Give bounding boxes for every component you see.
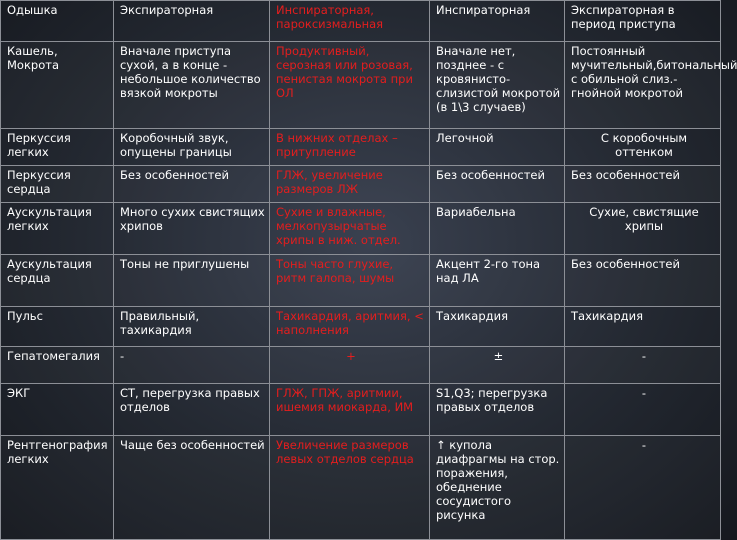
copd-cell: Без особенностей <box>565 255 721 307</box>
row-header-cell: Кашель, Мокрота <box>1 42 114 129</box>
bronchial-asthma-cell: - <box>114 347 270 384</box>
bronchial-asthma-cell: Коробочный звук, опущены границы <box>114 129 270 166</box>
heart-failure-cell: ГЛЖ, увеличение размеров ЛЖ <box>270 166 430 203</box>
pulmonary-embolism-cell: Легочной <box>430 129 565 166</box>
copd-cell: - <box>565 347 721 384</box>
copd-cell: Тахикардия <box>565 307 721 347</box>
table-row <box>1 129 721 166</box>
bronchial-asthma-cell: Экспираторная <box>114 1 270 42</box>
table-row <box>1 307 721 347</box>
pulmonary-embolism-cell: Вначале нет, позднее - с кровянисто-слизистой мокротой (в 1\3 случаев) <box>430 42 565 129</box>
table-row <box>1 255 721 307</box>
table-row <box>1 347 721 384</box>
row-header-cell: ЭКГ <box>1 384 114 436</box>
heart-failure-cell: + <box>270 347 430 384</box>
bronchial-asthma-cell: СТ, перегрузка правых отделов <box>114 384 270 436</box>
pulmonary-embolism-cell: S1,Q3; перегрузка правых отделов <box>430 384 565 436</box>
row-header-cell: Пульс <box>1 307 114 347</box>
copd-cell: Без особенностей <box>565 166 721 203</box>
heart-failure-cell: В нижних отделах – притупление <box>270 129 430 166</box>
bronchial-asthma-cell: Чаще без особенностей <box>114 436 270 540</box>
copd-cell: Сухие, свистящие хрипы <box>565 203 721 255</box>
table-row <box>1 42 721 129</box>
bronchial-asthma-cell: Тоны не приглушены <box>114 255 270 307</box>
heart-failure-cell: Тахикардия, аритмия, < наполнения <box>270 307 430 347</box>
heart-failure-cell: Увеличение размеров левых отделов сердца <box>270 436 430 540</box>
pulmonary-embolism-cell: ↑ купола диафрагмы на стор. поражения, обеднение сосудистого рисунка <box>430 436 565 540</box>
copd-cell: - <box>565 436 721 540</box>
row-header-cell: Аускультация легких <box>1 203 114 255</box>
copd-cell: Экспираторная в период приступа <box>565 1 721 42</box>
pulmonary-embolism-cell: Вариабельна <box>430 203 565 255</box>
table-row <box>1 384 721 436</box>
row-header-cell: Рентгенография легких <box>1 436 114 540</box>
row-header-cell: Аускультация сердца <box>1 255 114 307</box>
heart-failure-cell: Инспираторная, пароксизмальная <box>270 1 430 42</box>
table-row <box>1 203 721 255</box>
copd-cell: - <box>565 384 721 436</box>
heart-failure-cell: Продуктивный, серозная или розовая, пенистая мокрота при ОЛ <box>270 42 430 129</box>
row-header-cell: Одышка <box>1 1 114 42</box>
row-header-cell: Перкуссия легких <box>1 129 114 166</box>
pulmonary-embolism-cell: Тахикардия <box>430 307 565 347</box>
pulmonary-embolism-cell: Без особенностей <box>430 166 565 203</box>
bronchial-asthma-cell: Вначале приступа сухой, а в конце - небольшое количество вязкой мокроты <box>114 42 270 129</box>
pulmonary-embolism-cell: Акцент 2-го тона над ЛА <box>430 255 565 307</box>
heart-failure-cell: Тоны часто глухие, ритм галопа, шумы <box>270 255 430 307</box>
pulmonary-embolism-cell: Инспираторная <box>430 1 565 42</box>
copd-cell: С коробочным оттенком <box>565 129 721 166</box>
heart-failure-cell: ГЛЖ, ГПЖ, аритмии, ишемия миокарда, ИМ <box>270 384 430 436</box>
bronchial-asthma-cell: Много сухих свистящих хрипов <box>114 203 270 255</box>
pulmonary-embolism-cell: ± <box>430 347 565 384</box>
heart-failure-cell: Сухие и влажные, мелкопузырчатые хрипы в ниж. отдел. <box>270 203 430 255</box>
table-row <box>1 436 721 540</box>
bronchial-asthma-cell: Без особенностей <box>114 166 270 203</box>
table-row <box>1 1 721 42</box>
row-header-cell: Гепатомегалия <box>1 347 114 384</box>
bronchial-asthma-cell: Правильный, тахикардия <box>114 307 270 347</box>
row-header-cell: Перкуссия сердца <box>1 166 114 203</box>
table-row <box>1 166 721 203</box>
copd-cell: Постоянный мучительный,битональный с обильной слиз.-гнойной мокротой <box>565 42 721 129</box>
